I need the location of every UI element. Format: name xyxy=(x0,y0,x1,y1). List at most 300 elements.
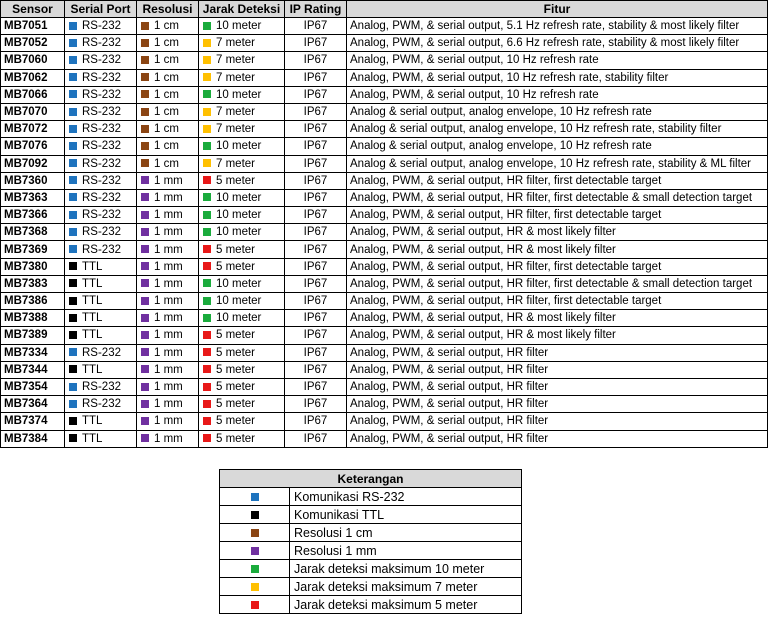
cell-resolusi xyxy=(137,35,199,52)
cell-sensor-text: MB7072 xyxy=(4,123,48,136)
cell-ip-rating xyxy=(285,172,347,189)
cell-sensor-text: MB7369 xyxy=(4,243,48,256)
cell-ip-rating xyxy=(285,207,347,224)
cell-sensor-text: MB7051 xyxy=(4,20,48,33)
cell-jarak-deteksi-text: 7 meter xyxy=(216,54,255,67)
cell-sensor-text: MB7070 xyxy=(4,106,48,119)
cell-sensor xyxy=(1,430,65,447)
cell-resolusi-text: 1 mm xyxy=(154,174,183,187)
color-marker-icon xyxy=(203,142,211,150)
cell-resolusi-text: 1 mm xyxy=(154,312,183,325)
cell-fitur xyxy=(347,138,768,155)
cell-resolusi-text: 1 mm xyxy=(154,329,183,342)
legend-row xyxy=(220,578,522,596)
table-row xyxy=(1,172,768,189)
legend-row xyxy=(220,560,522,578)
cell-sensor xyxy=(1,258,65,275)
cell-serial-port-text: RS-232 xyxy=(82,20,121,33)
legend-row xyxy=(220,488,522,506)
cell-resolusi-text: 1 mm xyxy=(154,243,183,256)
cell-jarak-deteksi xyxy=(199,310,285,327)
cell-resolusi xyxy=(137,103,199,120)
cell-fitur xyxy=(347,86,768,103)
cell-serial-port xyxy=(65,344,137,361)
cell-ip-rating xyxy=(285,121,347,138)
color-marker-icon xyxy=(69,176,77,184)
cell-resolusi xyxy=(137,396,199,413)
cell-fitur-text: Analog, PWM, & serial output, HR & most likely filter xyxy=(350,226,616,239)
cell-fitur-text: Analog, PWM, & serial output, HR filter, first detectable target xyxy=(350,260,662,273)
cell-resolusi xyxy=(137,293,199,310)
cell-serial-port xyxy=(65,430,137,447)
cell-ip-rating-text: IP67 xyxy=(303,209,328,222)
color-marker-icon xyxy=(141,417,149,425)
cell-serial-port-text: RS-232 xyxy=(82,123,121,136)
cell-ip-rating xyxy=(285,378,347,395)
color-marker-icon xyxy=(141,383,149,391)
legend-table xyxy=(219,469,522,614)
cell-serial-port-text: RS-232 xyxy=(82,174,121,187)
color-marker-icon xyxy=(69,297,77,305)
cell-serial-port-text: TTL xyxy=(82,277,103,290)
header-resolusi: Resolusi xyxy=(137,1,199,18)
cell-sensor xyxy=(1,86,65,103)
table-row xyxy=(1,224,768,241)
color-marker-icon xyxy=(203,39,211,47)
legend-label: Komunikasi TTL xyxy=(290,506,522,524)
cell-ip-rating xyxy=(285,361,347,378)
color-marker-icon xyxy=(141,56,149,64)
legend-swatch-icon xyxy=(251,565,259,573)
cell-fitur xyxy=(347,293,768,310)
cell-fitur-text: Analog, PWM, & serial output, HR filter, first detectable target xyxy=(350,209,662,222)
cell-jarak-deteksi xyxy=(199,52,285,69)
cell-fitur-text: Analog, PWM, & serial output, HR filter, first detectable target xyxy=(350,295,662,308)
cell-jarak-deteksi xyxy=(199,172,285,189)
cell-ip-rating-text: IP67 xyxy=(303,88,328,101)
cell-serial-port xyxy=(65,310,137,327)
cell-fitur-text: Analog, PWM, & serial output, HR filter xyxy=(350,363,549,376)
legend-header-row xyxy=(220,470,522,488)
cell-ip-rating xyxy=(285,155,347,172)
cell-resolusi-text: 1 cm xyxy=(154,157,179,170)
cell-serial-port-text: RS-232 xyxy=(82,140,121,153)
cell-jarak-deteksi xyxy=(199,86,285,103)
cell-sensor xyxy=(1,396,65,413)
cell-jarak-deteksi xyxy=(199,378,285,395)
cell-serial-port xyxy=(65,258,137,275)
cell-sensor-text: MB7052 xyxy=(4,37,48,50)
table-row xyxy=(1,155,768,172)
cell-fitur-text: Analog, PWM, & serial output, HR filter, first detectable target xyxy=(350,174,662,187)
cell-resolusi-text: 1 mm xyxy=(154,398,183,411)
cell-serial-port xyxy=(65,35,137,52)
legend-row xyxy=(220,542,522,560)
cell-resolusi xyxy=(137,189,199,206)
cell-fitur-text: Analog, PWM, & serial output, 10 Hz refresh rate xyxy=(350,54,599,67)
cell-sensor xyxy=(1,275,65,292)
cell-serial-port xyxy=(65,293,137,310)
cell-jarak-deteksi xyxy=(199,344,285,361)
cell-fitur-text: Analog, PWM, & serial output, 5.1 Hz refresh rate, stability & most likely filter xyxy=(350,20,740,33)
cell-fitur xyxy=(347,69,768,86)
cell-fitur-text: Analog, PWM, & serial output, HR filter xyxy=(350,432,549,445)
cell-sensor-text: MB7366 xyxy=(4,209,48,222)
color-marker-icon xyxy=(203,211,211,219)
cell-serial-port xyxy=(65,241,137,258)
legend-row xyxy=(220,524,522,542)
color-marker-icon xyxy=(69,314,77,322)
cell-ip-rating-text: IP67 xyxy=(303,432,328,445)
cell-sensor-text: MB7066 xyxy=(4,88,48,101)
cell-resolusi-text: 1 mm xyxy=(154,363,183,376)
cell-serial-port xyxy=(65,155,137,172)
cell-sensor-text: MB7389 xyxy=(4,329,48,342)
cell-sensor-text: MB7374 xyxy=(4,415,48,428)
cell-sensor-text: MB7354 xyxy=(4,381,48,394)
cell-jarak-deteksi-text: 7 meter xyxy=(216,157,255,170)
cell-sensor xyxy=(1,121,65,138)
cell-fitur xyxy=(347,155,768,172)
cell-resolusi-text: 1 cm xyxy=(154,140,179,153)
cell-jarak-deteksi-text: 10 meter xyxy=(216,191,262,204)
cell-serial-port xyxy=(65,69,137,86)
cell-serial-port xyxy=(65,224,137,241)
color-marker-icon xyxy=(203,434,211,442)
cell-jarak-deteksi xyxy=(199,224,285,241)
cell-jarak-deteksi-text: 10 meter xyxy=(216,277,262,290)
header-jarak-deteksi: Jarak Deteksi xyxy=(199,1,285,18)
header-serial-port: Serial Port xyxy=(65,1,137,18)
cell-jarak-deteksi-text: 10 meter xyxy=(216,140,262,153)
color-marker-icon xyxy=(141,434,149,442)
cell-sensor xyxy=(1,310,65,327)
cell-ip-rating-text: IP67 xyxy=(303,226,328,239)
legend-swatch-cell xyxy=(220,596,290,614)
table-row xyxy=(1,18,768,35)
color-marker-icon xyxy=(141,39,149,47)
color-marker-icon xyxy=(69,279,77,287)
cell-fitur xyxy=(347,224,768,241)
cell-jarak-deteksi xyxy=(199,396,285,413)
color-marker-icon xyxy=(141,228,149,236)
legend-row xyxy=(220,596,522,614)
cell-serial-port-text: TTL xyxy=(82,329,103,342)
legend-swatch-cell xyxy=(220,542,290,560)
table-row xyxy=(1,310,768,327)
color-marker-icon xyxy=(141,176,149,184)
cell-resolusi xyxy=(137,327,199,344)
legend-swatch-icon xyxy=(251,511,259,519)
cell-jarak-deteksi-text: 5 meter xyxy=(216,415,255,428)
cell-jarak-deteksi-text: 5 meter xyxy=(216,174,255,187)
cell-ip-rating xyxy=(285,275,347,292)
legend-swatch-cell xyxy=(220,506,290,524)
color-marker-icon xyxy=(69,262,77,270)
cell-ip-rating-text: IP67 xyxy=(303,260,328,273)
legend-label: Jarak deteksi maksimum 5 meter xyxy=(290,596,522,614)
color-marker-icon xyxy=(69,245,77,253)
color-marker-icon xyxy=(203,245,211,253)
cell-fitur xyxy=(347,241,768,258)
cell-serial-port-text: RS-232 xyxy=(82,243,121,256)
cell-jarak-deteksi-text: 10 meter xyxy=(216,226,262,239)
cell-serial-port-text: TTL xyxy=(82,260,103,273)
cell-ip-rating-text: IP67 xyxy=(303,140,328,153)
cell-resolusi xyxy=(137,138,199,155)
cell-fitur-text: Analog, PWM, & serial output, HR filter xyxy=(350,346,549,359)
cell-resolusi xyxy=(137,172,199,189)
color-marker-icon xyxy=(69,365,77,373)
table-row xyxy=(1,103,768,120)
table-row xyxy=(1,121,768,138)
cell-sensor-text: MB7383 xyxy=(4,277,48,290)
cell-resolusi xyxy=(137,241,199,258)
cell-fitur xyxy=(347,18,768,35)
table-row xyxy=(1,241,768,258)
cell-ip-rating xyxy=(285,396,347,413)
cell-jarak-deteksi xyxy=(199,35,285,52)
cell-fitur xyxy=(347,172,768,189)
cell-ip-rating xyxy=(285,52,347,69)
cell-fitur-text: Analog, PWM, & serial output, 10 Hz refresh rate, stability filter xyxy=(350,71,669,84)
cell-fitur xyxy=(347,327,768,344)
legend-swatch-icon xyxy=(251,601,259,609)
cell-serial-port-text: RS-232 xyxy=(82,398,121,411)
cell-ip-rating-text: IP67 xyxy=(303,106,328,119)
cell-serial-port-text: RS-232 xyxy=(82,381,121,394)
cell-sensor-text: MB7092 xyxy=(4,157,48,170)
cell-sensor-text: MB7360 xyxy=(4,174,48,187)
color-marker-icon xyxy=(69,56,77,64)
table-row xyxy=(1,258,768,275)
cell-sensor-text: MB7076 xyxy=(4,140,48,153)
color-marker-icon xyxy=(203,228,211,236)
cell-ip-rating-text: IP67 xyxy=(303,71,328,84)
cell-serial-port-text: RS-232 xyxy=(82,54,121,67)
cell-sensor-text: MB7363 xyxy=(4,191,48,204)
legend-label: Komunikasi RS-232 xyxy=(290,488,522,506)
cell-fitur-text: Analog, PWM, & serial output, HR filter xyxy=(350,398,549,411)
cell-sensor-text: MB7384 xyxy=(4,432,48,445)
cell-ip-rating xyxy=(285,258,347,275)
table-row xyxy=(1,327,768,344)
cell-fitur-text: Analog, PWM, & serial output, 6.6 Hz refresh rate, stability & most likely filter xyxy=(350,37,740,50)
cell-sensor xyxy=(1,155,65,172)
legend-label: Jarak deteksi maksimum 7 meter xyxy=(290,578,522,596)
cell-serial-port xyxy=(65,138,137,155)
cell-sensor-text: MB7386 xyxy=(4,295,48,308)
cell-fitur xyxy=(347,396,768,413)
color-marker-icon xyxy=(69,22,77,30)
cell-ip-rating-text: IP67 xyxy=(303,312,328,325)
color-marker-icon xyxy=(141,108,149,116)
table-row xyxy=(1,344,768,361)
cell-jarak-deteksi xyxy=(199,413,285,430)
cell-resolusi-text: 1 mm xyxy=(154,346,183,359)
cell-resolusi xyxy=(137,361,199,378)
cell-serial-port-text: RS-232 xyxy=(82,37,121,50)
legend-swatch-icon xyxy=(251,583,259,591)
table-header-row xyxy=(1,1,768,18)
color-marker-icon xyxy=(203,176,211,184)
cell-resolusi-text: 1 mm xyxy=(154,295,183,308)
cell-ip-rating-text: IP67 xyxy=(303,123,328,136)
cell-ip-rating xyxy=(285,103,347,120)
color-marker-icon xyxy=(203,365,211,373)
cell-ip-rating xyxy=(285,18,347,35)
cell-sensor xyxy=(1,344,65,361)
cell-jarak-deteksi-text: 7 meter xyxy=(216,37,255,50)
cell-sensor-text: MB7364 xyxy=(4,398,48,411)
cell-resolusi xyxy=(137,310,199,327)
cell-resolusi xyxy=(137,430,199,447)
cell-jarak-deteksi xyxy=(199,293,285,310)
cell-sensor xyxy=(1,293,65,310)
legend-swatch-cell xyxy=(220,524,290,542)
cell-ip-rating-text: IP67 xyxy=(303,381,328,394)
cell-fitur xyxy=(347,310,768,327)
color-marker-icon xyxy=(203,22,211,30)
color-marker-icon xyxy=(203,348,211,356)
color-marker-icon xyxy=(141,348,149,356)
cell-sensor xyxy=(1,18,65,35)
cell-fitur-text: Analog & serial output, analog envelope, 10 Hz refresh rate, stability filter xyxy=(350,123,722,136)
cell-fitur xyxy=(347,378,768,395)
table-row xyxy=(1,275,768,292)
color-marker-icon xyxy=(69,383,77,391)
color-marker-icon xyxy=(203,193,211,201)
color-marker-icon xyxy=(69,193,77,201)
cell-jarak-deteksi xyxy=(199,241,285,258)
color-marker-icon xyxy=(203,331,211,339)
cell-sensor xyxy=(1,103,65,120)
cell-sensor xyxy=(1,361,65,378)
cell-serial-port-text: TTL xyxy=(82,432,103,445)
cell-resolusi-text: 1 mm xyxy=(154,226,183,239)
cell-ip-rating-text: IP67 xyxy=(303,415,328,428)
cell-serial-port-text: TTL xyxy=(82,295,103,308)
color-marker-icon xyxy=(141,142,149,150)
cell-sensor-text: MB7388 xyxy=(4,312,48,325)
legend-body xyxy=(220,488,522,614)
color-marker-icon xyxy=(141,22,149,30)
color-marker-icon xyxy=(69,125,77,133)
cell-jarak-deteksi xyxy=(199,275,285,292)
cell-fitur-text: Analog & serial output, analog envelope, 10 Hz refresh rate xyxy=(350,106,652,119)
color-marker-icon xyxy=(69,73,77,81)
table-row xyxy=(1,293,768,310)
color-marker-icon xyxy=(203,125,211,133)
cell-jarak-deteksi xyxy=(199,361,285,378)
legend-swatch-icon xyxy=(251,493,259,501)
color-marker-icon xyxy=(141,193,149,201)
cell-serial-port xyxy=(65,103,137,120)
cell-fitur xyxy=(347,344,768,361)
cell-serial-port xyxy=(65,207,137,224)
legend-swatch-cell xyxy=(220,578,290,596)
cell-sensor-text: MB7334 xyxy=(4,346,48,359)
color-marker-icon xyxy=(141,365,149,373)
color-marker-icon xyxy=(141,211,149,219)
color-marker-icon xyxy=(69,39,77,47)
color-marker-icon xyxy=(203,73,211,81)
cell-resolusi-text: 1 mm xyxy=(154,432,183,445)
cell-sensor xyxy=(1,138,65,155)
table-row xyxy=(1,35,768,52)
cell-sensor xyxy=(1,172,65,189)
legend-row xyxy=(220,506,522,524)
cell-resolusi-text: 1 mm xyxy=(154,381,183,394)
cell-serial-port-text: RS-232 xyxy=(82,157,121,170)
color-marker-icon xyxy=(141,125,149,133)
cell-serial-port xyxy=(65,52,137,69)
cell-fitur xyxy=(347,361,768,378)
cell-ip-rating-text: IP67 xyxy=(303,243,328,256)
cell-sensor xyxy=(1,378,65,395)
color-marker-icon xyxy=(141,90,149,98)
table-row xyxy=(1,430,768,447)
cell-fitur-text: Analog, PWM, & serial output, HR & most likely filter xyxy=(350,329,616,342)
cell-sensor xyxy=(1,35,65,52)
color-marker-icon xyxy=(203,108,211,116)
cell-serial-port xyxy=(65,121,137,138)
legend-swatch-icon xyxy=(251,529,259,537)
cell-sensor xyxy=(1,69,65,86)
cell-jarak-deteksi-text: 5 meter xyxy=(216,381,255,394)
cell-resolusi-text: 1 mm xyxy=(154,191,183,204)
color-marker-icon xyxy=(69,108,77,116)
color-marker-icon xyxy=(69,159,77,167)
cell-jarak-deteksi xyxy=(199,258,285,275)
cell-fitur-text: Analog & serial output, analog envelope, 10 Hz refresh rate xyxy=(350,140,652,153)
cell-resolusi xyxy=(137,86,199,103)
cell-resolusi xyxy=(137,224,199,241)
cell-resolusi xyxy=(137,378,199,395)
cell-sensor xyxy=(1,224,65,241)
cell-resolusi xyxy=(137,413,199,430)
cell-serial-port-text: RS-232 xyxy=(82,191,121,204)
cell-fitur-text: Analog & serial output, analog envelope, 10 Hz refresh rate, stability & ML filter xyxy=(350,157,752,170)
cell-resolusi-text: 1 cm xyxy=(154,54,179,67)
color-marker-icon xyxy=(141,279,149,287)
cell-ip-rating xyxy=(285,69,347,86)
cell-serial-port-text: RS-232 xyxy=(82,106,121,119)
cell-sensor xyxy=(1,189,65,206)
cell-ip-rating-text: IP67 xyxy=(303,346,328,359)
cell-resolusi-text: 1 mm xyxy=(154,277,183,290)
cell-serial-port xyxy=(65,275,137,292)
cell-sensor-text: MB7344 xyxy=(4,363,48,376)
cell-resolusi xyxy=(137,18,199,35)
cell-ip-rating-text: IP67 xyxy=(303,363,328,376)
color-marker-icon xyxy=(141,73,149,81)
color-marker-icon xyxy=(69,434,77,442)
cell-jarak-deteksi-text: 5 meter xyxy=(216,363,255,376)
cell-ip-rating-text: IP67 xyxy=(303,157,328,170)
cell-jarak-deteksi xyxy=(199,138,285,155)
cell-serial-port-text: RS-232 xyxy=(82,226,121,239)
cell-sensor-text: MB7368 xyxy=(4,226,48,239)
cell-ip-rating xyxy=(285,138,347,155)
cell-jarak-deteksi-text: 5 meter xyxy=(216,329,255,342)
table-body xyxy=(1,18,768,448)
cell-resolusi-text: 1 mm xyxy=(154,209,183,222)
legend-swatch-cell xyxy=(220,488,290,506)
legend-swatch-icon xyxy=(251,547,259,555)
color-marker-icon xyxy=(69,417,77,425)
color-marker-icon xyxy=(69,142,77,150)
